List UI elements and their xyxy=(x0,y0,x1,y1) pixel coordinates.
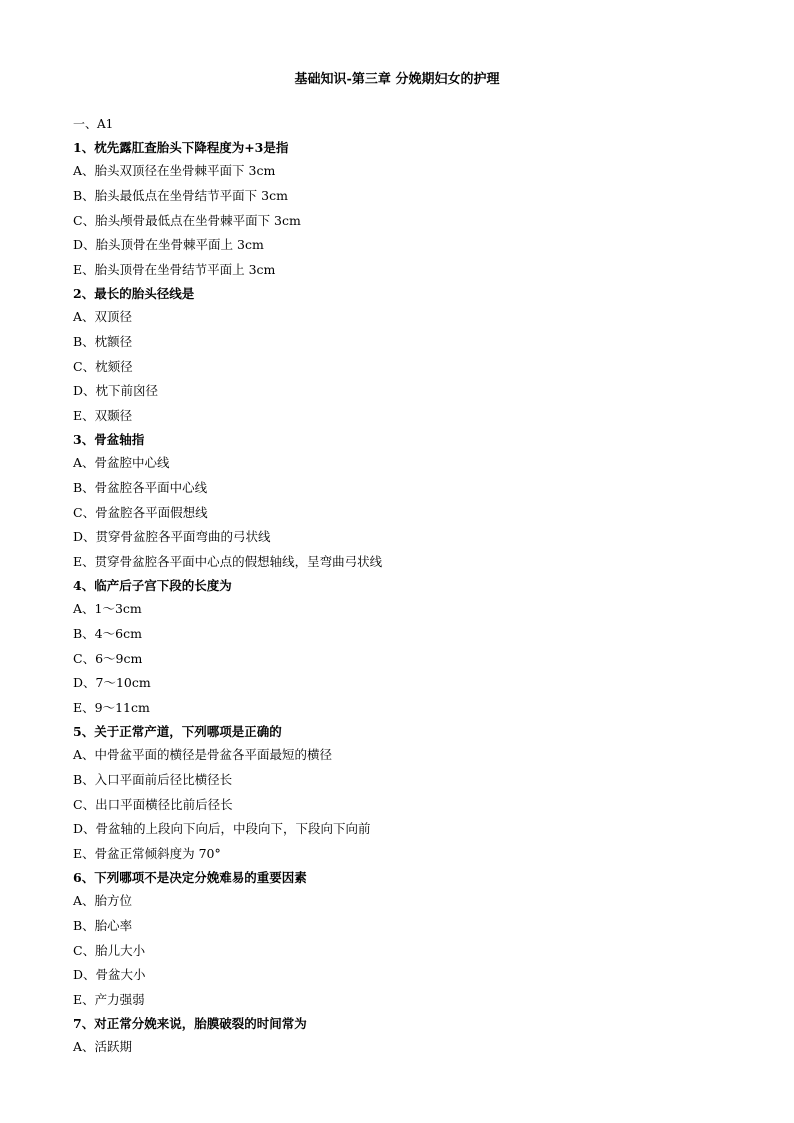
answer-option: B、入口平面前后径比横径长 xyxy=(73,771,233,787)
section-heading: 一、A1 xyxy=(73,117,114,131)
question-stem: 5、关于正常产道，下列哪项是正确的 xyxy=(73,723,282,739)
answer-option: E、胎头顶骨在坐骨结节平面上 3cm xyxy=(73,262,276,278)
question-stem: 3、骨盆轴指 xyxy=(73,431,145,447)
question-1 xyxy=(73,137,753,283)
answer-option: A、双顶径 xyxy=(73,308,133,324)
question-5 xyxy=(73,721,753,867)
answer-option: C、胎儿大小 xyxy=(73,942,146,958)
question-7 xyxy=(73,1013,753,1060)
question-stem: 2、最长的胎头径线是 xyxy=(73,285,195,301)
question-6 xyxy=(73,867,753,1013)
question-4 xyxy=(73,575,753,721)
answer-option: C、骨盆腔各平面假想线 xyxy=(73,504,208,520)
answer-option: D、骨盆大小 xyxy=(73,967,146,983)
question-stem: 4、临产后子宫下段的长度为 xyxy=(73,577,232,593)
answer-option: C、6～9cm xyxy=(73,650,143,666)
answer-option: A、胎方位 xyxy=(73,892,133,908)
answer-option: B、4～6cm xyxy=(73,625,142,641)
question-3 xyxy=(73,429,753,575)
answer-option: E、产力强弱 xyxy=(73,992,145,1008)
answer-option: A、1～3cm xyxy=(73,600,142,616)
answer-option: D、贯穿骨盆腔各平面弯曲的弓状线 xyxy=(73,529,271,545)
answer-option: C、枕颏径 xyxy=(73,358,133,374)
answer-option: B、胎心率 xyxy=(73,917,133,933)
question-2 xyxy=(73,283,753,429)
question-list xyxy=(73,137,753,1060)
answer-option: E、贯穿骨盆腔各平面中心点的假想轴线，呈弯曲弓状线 xyxy=(73,554,383,570)
answer-option: A、胎头双顶径在坐骨棘平面下 3cm xyxy=(73,163,276,178)
answer-option: E、9～11cm xyxy=(73,700,150,716)
question-stem: 7、对正常分娩来说，胎膜破裂的时间常为 xyxy=(73,1015,307,1031)
answer-option: B、枕额径 xyxy=(73,333,133,349)
answer-option: B、骨盆腔各平面中心线 xyxy=(73,479,208,495)
answer-option: D、胎头顶骨在坐骨棘平面上 3cm xyxy=(73,237,264,253)
answer-option: D、7～10cm xyxy=(73,675,151,691)
answer-option: C、胎头颅骨最低点在坐骨棘平面下 3cm xyxy=(73,212,301,228)
question-stem: 6、下列哪项不是决定分娩难易的重要因素 xyxy=(73,869,307,885)
question-stem: 1、枕先露肛查胎头下降程度为+3是指 xyxy=(73,140,289,155)
answer-option: B、胎头最低点在坐骨结节平面下 3cm xyxy=(73,187,288,203)
answer-option: A、骨盆腔中心线 xyxy=(73,454,170,470)
page-title: 基础知识-第三章 分娩期妇女的护理 xyxy=(294,72,500,87)
answer-option: D、骨盆轴的上段向下向后，中段向下，下段向下向前 xyxy=(73,821,371,837)
answer-option: E、双颞径 xyxy=(73,408,133,424)
answer-option: A、活跃期 xyxy=(73,1038,133,1054)
answer-option: D、枕下前囟径 xyxy=(73,383,159,399)
answer-option: E、骨盆正常倾斜度为 70° xyxy=(73,846,221,862)
answer-option: A、中骨盆平面的横径是骨盆各平面最短的横径 xyxy=(73,746,333,762)
answer-option: C、出口平面横径比前后径长 xyxy=(73,796,233,812)
